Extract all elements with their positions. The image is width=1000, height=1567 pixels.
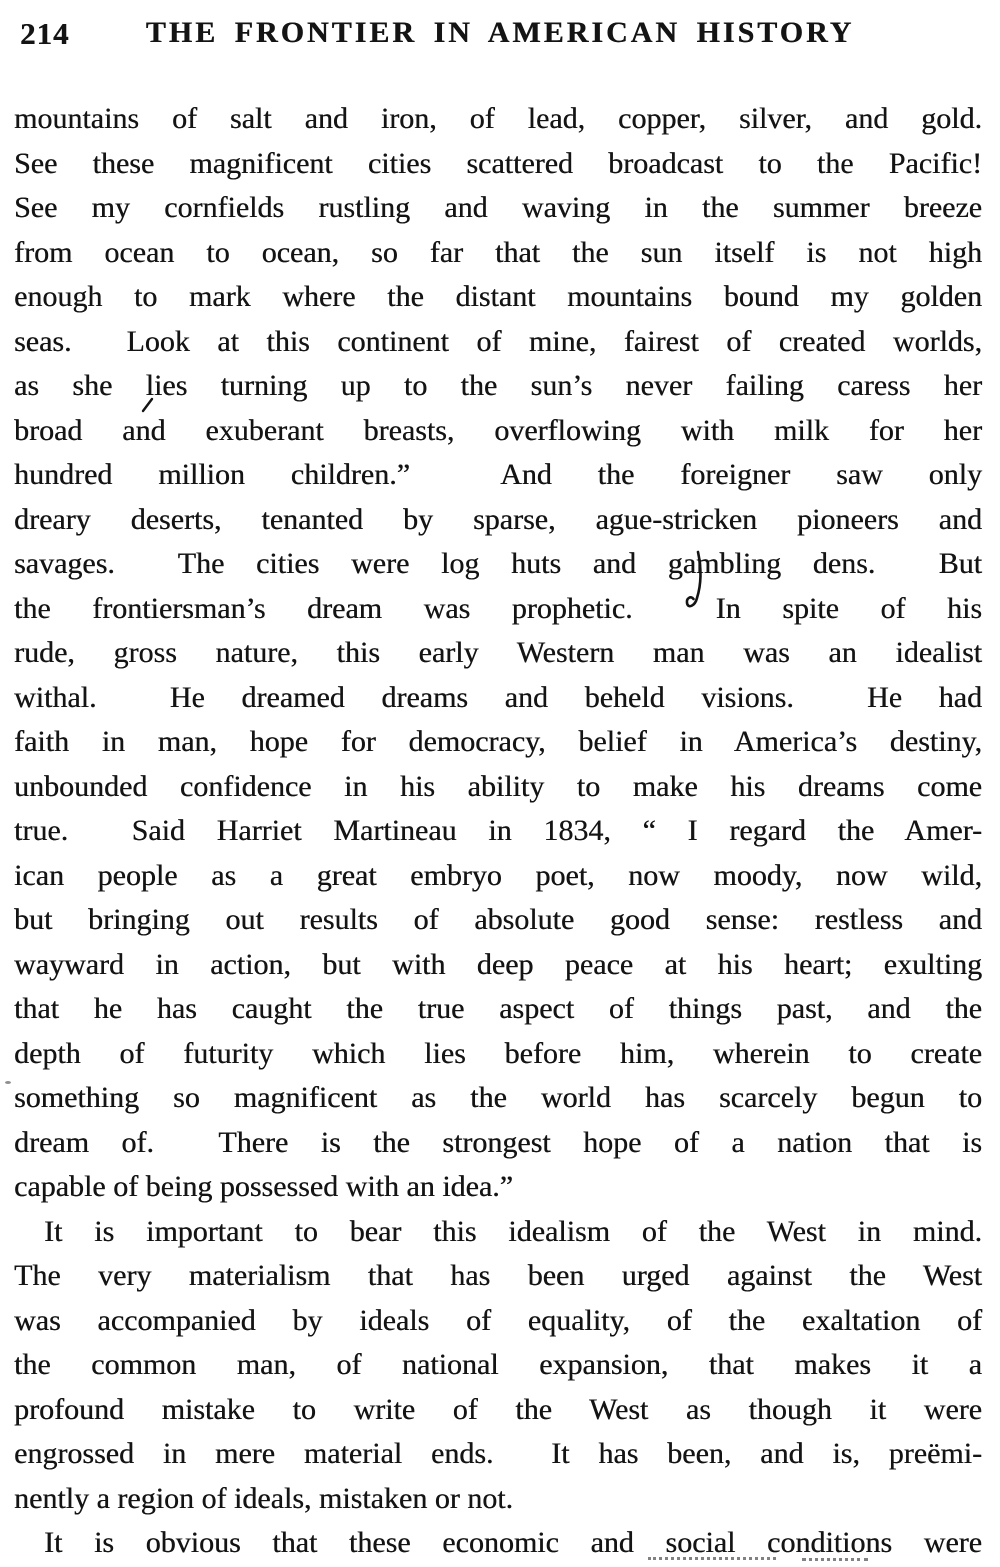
text-line: unbounded confidence in his ability to make his dreams come [14, 769, 982, 803]
text-line: wayward in action, but with deep peace at his heart; exulting [14, 947, 982, 981]
page-number: 214 [20, 16, 70, 51]
text-line: was accompanied by ideals of equality, of the exaltation of [14, 1303, 982, 1337]
page-header [0, 0, 1000, 70]
text-line: seas. Look at this continent of mine, fairest of created worlds, [14, 324, 982, 358]
text-line: true. Said Harriet Martineau in 1834, “ I regard the Amer- [14, 814, 982, 847]
running-title: THE FRONTIER IN AMERICAN HISTORY [145, 16, 855, 49]
pen-mark-annotation [684, 548, 708, 618]
text-line: but bringing out results of absolute good sense: restless and [14, 903, 982, 936]
text-lines [14, 97, 982, 1566]
text-line: rude, gross nature, this early Western man was an idealist [14, 636, 982, 669]
bottom-smudge [802, 1558, 868, 1561]
text-line: nently a region of ideals, mistaken or not. [14, 1481, 514, 1515]
text-line: enough to mark where the distant mountains bound my golden [14, 280, 982, 313]
text-line: faith in man, hope for democracy, belief in America’s destiny, [14, 725, 982, 758]
text-line: The very materialism that has been urged against the West [14, 1259, 982, 1292]
margin-speck [5, 1081, 11, 1084]
text-line: from ocean to ocean, so far that the sun itself is not high [14, 235, 982, 269]
text-line: It is important to bear this idealism of the West in mind. [44, 1214, 982, 1248]
stray-accent-mark [140, 396, 156, 414]
text-line: profound mistake to write of the West as though it were [14, 1392, 982, 1426]
text-line: ican people as a great embryo poet, now moody, now wild, [14, 858, 982, 892]
text-line: broad and exuberant breasts, overflowing with milk for her [14, 413, 982, 447]
text-line: capable of being possessed with an idea.” [14, 1170, 513, 1203]
text-line: depth of futurity which lies before him, wherein to create [14, 1036, 982, 1070]
text-line: something so magnificent as the world has scarcely begun to [14, 1081, 982, 1114]
text-line: that he has caught the true aspect of things past, and the [14, 992, 982, 1025]
text-line: dreary deserts, tenanted by sparse, ague-stricken pioneers and [14, 502, 982, 536]
text-line: as she lies turning up to the sun’s never failing caress her [14, 369, 982, 402]
text-line: savages. The cities were log huts and gambling dens. But [14, 547, 982, 580]
text-line: See my cornfields rustling and waving in the summer breeze [14, 191, 982, 224]
text-line: engrossed in mere material ends. It has been, and is, preëmi- [14, 1437, 982, 1470]
text-line: dream of. There is the strongest hope of a nation that is [14, 1125, 982, 1159]
text-line: the common man, of national expansion, that makes it a [14, 1348, 982, 1381]
text-line: mountains of salt and iron, of lead, copper, silver, and gold. [14, 102, 982, 135]
text-line: withal. He dreamed dreams and beheld visions. He had [14, 680, 982, 714]
text-line: See these magnificent cities scattered broadcast to the Pacific! [14, 146, 982, 180]
text-line: hundred million children.” And the foreigner saw only [14, 458, 982, 491]
text-line: the frontiersman’s dream was prophetic. In spite of his [14, 591, 982, 625]
text-line: It is obvious that these economic and social conditions were [44, 1526, 982, 1559]
bottom-smudge [648, 1557, 776, 1560]
